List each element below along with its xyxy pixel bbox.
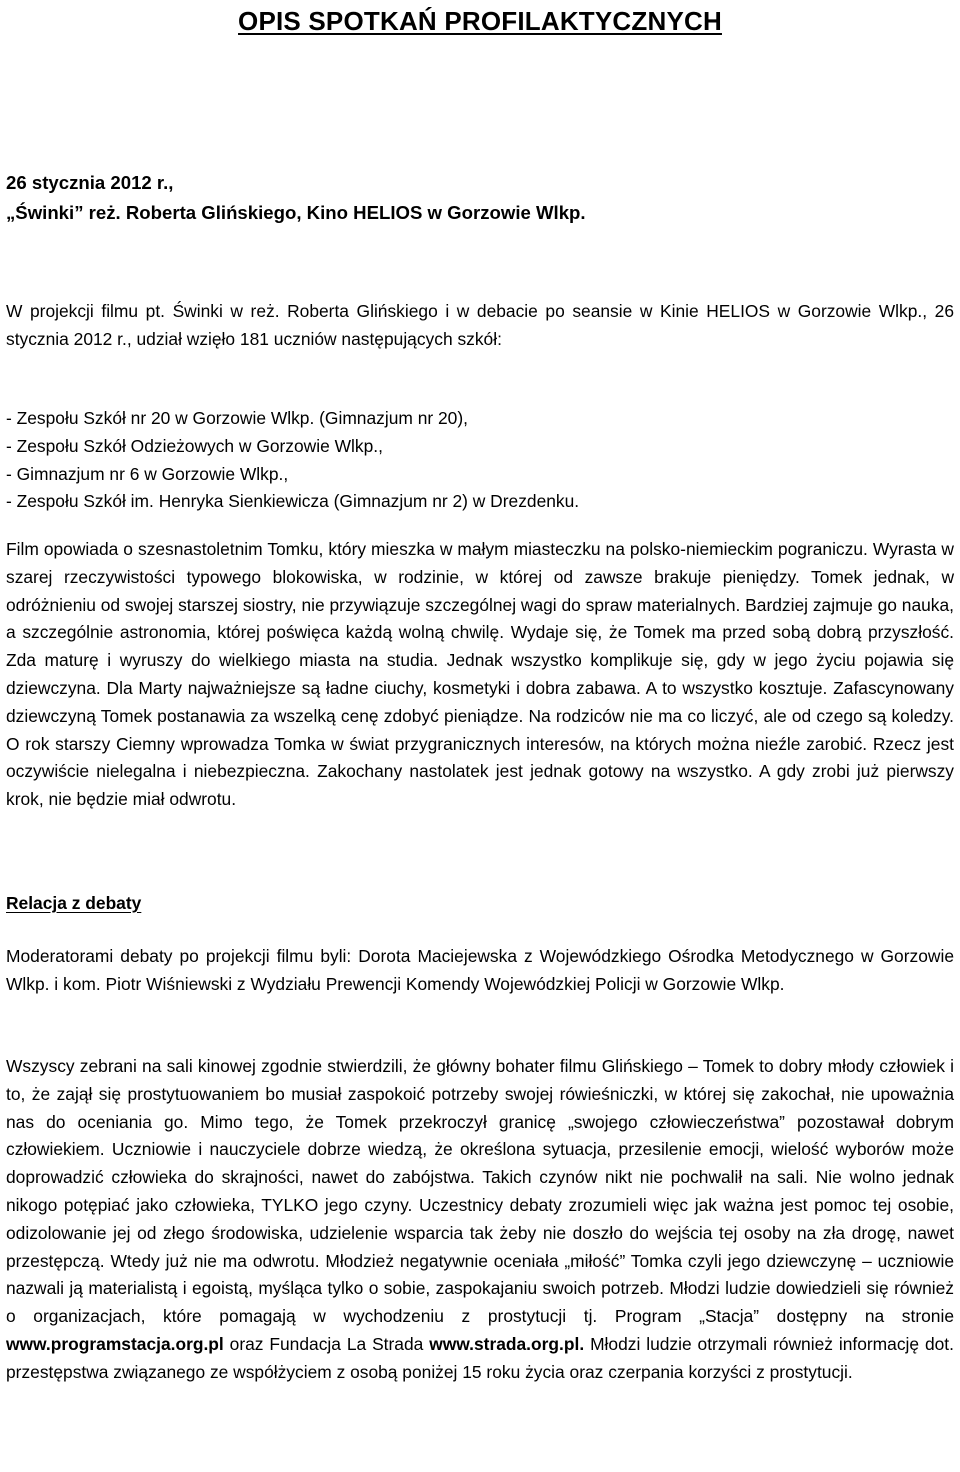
event-date: 26 stycznia 2012 r., xyxy=(6,172,174,193)
school-item: - Zespołu Szkół nr 20 w Gorzowie Wlkp. (Gimnazjum nr 20), xyxy=(6,408,468,428)
document-title: OPIS SPOTKAŃ PROFILAKTYCZNYCH xyxy=(238,6,722,36)
debate-heading: Relacja z debaty xyxy=(6,893,142,913)
discussion-text-part2: oraz Fundacja La Strada xyxy=(229,1333,424,1354)
school-item: - Zespołu Szkół im. Henryka Sienkiewicza (Gimnazjum nr 2) w Drezdenku. xyxy=(6,491,580,512)
discussion-paragraph xyxy=(6,1053,954,1387)
intro-paragraph: W projekcji filmu pt. Świnki w reż. Roberta Glińskiego i w debacie po seansie w Kinie HELIOS w Gorzowie Wlkp., 26 stycznia 2012 r., udział wzięło 181 uczniów następujących szkół: xyxy=(6,301,954,349)
event-header xyxy=(6,168,586,228)
film-synopsis-paragraph: Film opowiada o szesnastoletnim Tomku, który mieszka w małym miasteczku na polsko-niemieckim pograniczu. Wyrasta w szarej rzeczywistości typowego blokowiska, w rodzinie, w której od zawsze brakuje pieniędzy. Tomek jednak, w odróżnieniu od swojej starszej siostry, nie przywiązuje szczególnej wagi do spraw materialnych. Bardziej zajmuje go nauka, a szczególnie astronomia, której poświęca każdą wolną chwilę. Wydaje się, że Tomek ma przed sobą dobrą przyszłość. Zda maturę i wyruszy do wielkiego miasta na studia. Jednak wszystko komplikuje się, gdy w jego życiu pojawia się dziewczyna. Dla Marty najważniejsze są ładne ciuchy, kosmetyki i dobra zabawa. A to wszystko kosztuje. Zafascynowany dziewczyną Tomek postanawia za wszelką cenę zdobyć pieniądze. Na rodziców nie ma co liczyć, ale od czego są koledzy. O rok starszy Ciemny wprowadza Tomka w świat przygranicznych interesów, na których można nieźle zarobić. Rzecz jest oczywiście nielegalna i niebezpieczna. Zakochany nastolatek jest jednak gotowy na wszystko. A gdy zrobi już pierwszy krok, nie będzie miał odwrotu. xyxy=(6,539,954,810)
programstacja-link[interactable]: www.programstacja.org.pl xyxy=(6,1333,224,1354)
moderators-paragraph: Moderatorami debaty po projekcji filmu byli: Dorota Maciejewska z Wojewódzkiego Ośrodka Metodycznego w Gorzowie Wlkp. i kom. Piotr Wiśniewski z Wydziału Prewencji Komendy Wojewódzkiej Policji w Gorzowie Wlkp. xyxy=(6,946,954,994)
schools-list xyxy=(6,405,954,516)
discussion-text-part3: Młodzi ludzie otrzymali również informację dot. przestępstwa związanego ze współżyciem z osobą poniżej 15 roku życia oraz czerpania korzyści z prostytucji. xyxy=(6,1333,954,1382)
event-film-line: „Świnki” reż. Roberta Glińskiego, Kino HELIOS w Gorzowie Wlkp. xyxy=(6,202,586,223)
strada-link[interactable]: www.strada.org.pl. xyxy=(429,1333,585,1354)
discussion-text-part1: Wszyscy zebrani na sali kinowej zgodnie stwierdzili, że główny bohater filmu Glińskiego – Tomek to dobry młody człowiek i to, że zajął się prostytuowaniem bo musiał zaspokoić potrzeby swojej rówieśniczki, w której się zakochał, nie upoważnia nas do oceniania go. Mimo tego, że Tomek przekroczył granicę „swojego człowieczeństwa” pozostawał dobrym człowiekiem. Uczniowie i nauczyciele dobrze wiedzą, że określona sytuacja, przesilenie emocji, wielość wyborów może doprowadzić człowieka do skrajności, nawet do zabójstwa. Takich czynów nikt nie pochwalił na sali. Nie wolno jednak nikogo potępiać jako człowieka, TYLKO jego czyny. Uczestnicy debaty zrozumieli więc jak ważna jest pomoc tej osobie, odizolowanie jej od złego środowiska, udzielenie wsparcia tak żeby nie doszło do wejścia tej osoby na zła drogę, nawet przestępczą. Wtedy już nie ma odwrotu. Młodzież negatywnie oceniała „miłość” Tomka czyli jego dziewczynę – uczniowie nazwali ją materialistą i egoistą, myśląca tylko o sobie, zaspokajaniu swoich potrzeb. Młodzi ludzie dowiedzieli się również o organizacjach, które pomagają w wychodzeniu z prostytucji tj. Program „Stacja” dostępny na stronie xyxy=(6,1056,954,1327)
school-item: - Zespołu Szkół Odzieżowych w Gorzowie Wlkp., xyxy=(6,435,383,456)
school-item: - Gimnazjum nr 6 w Gorzowie Wlkp., xyxy=(6,463,289,484)
